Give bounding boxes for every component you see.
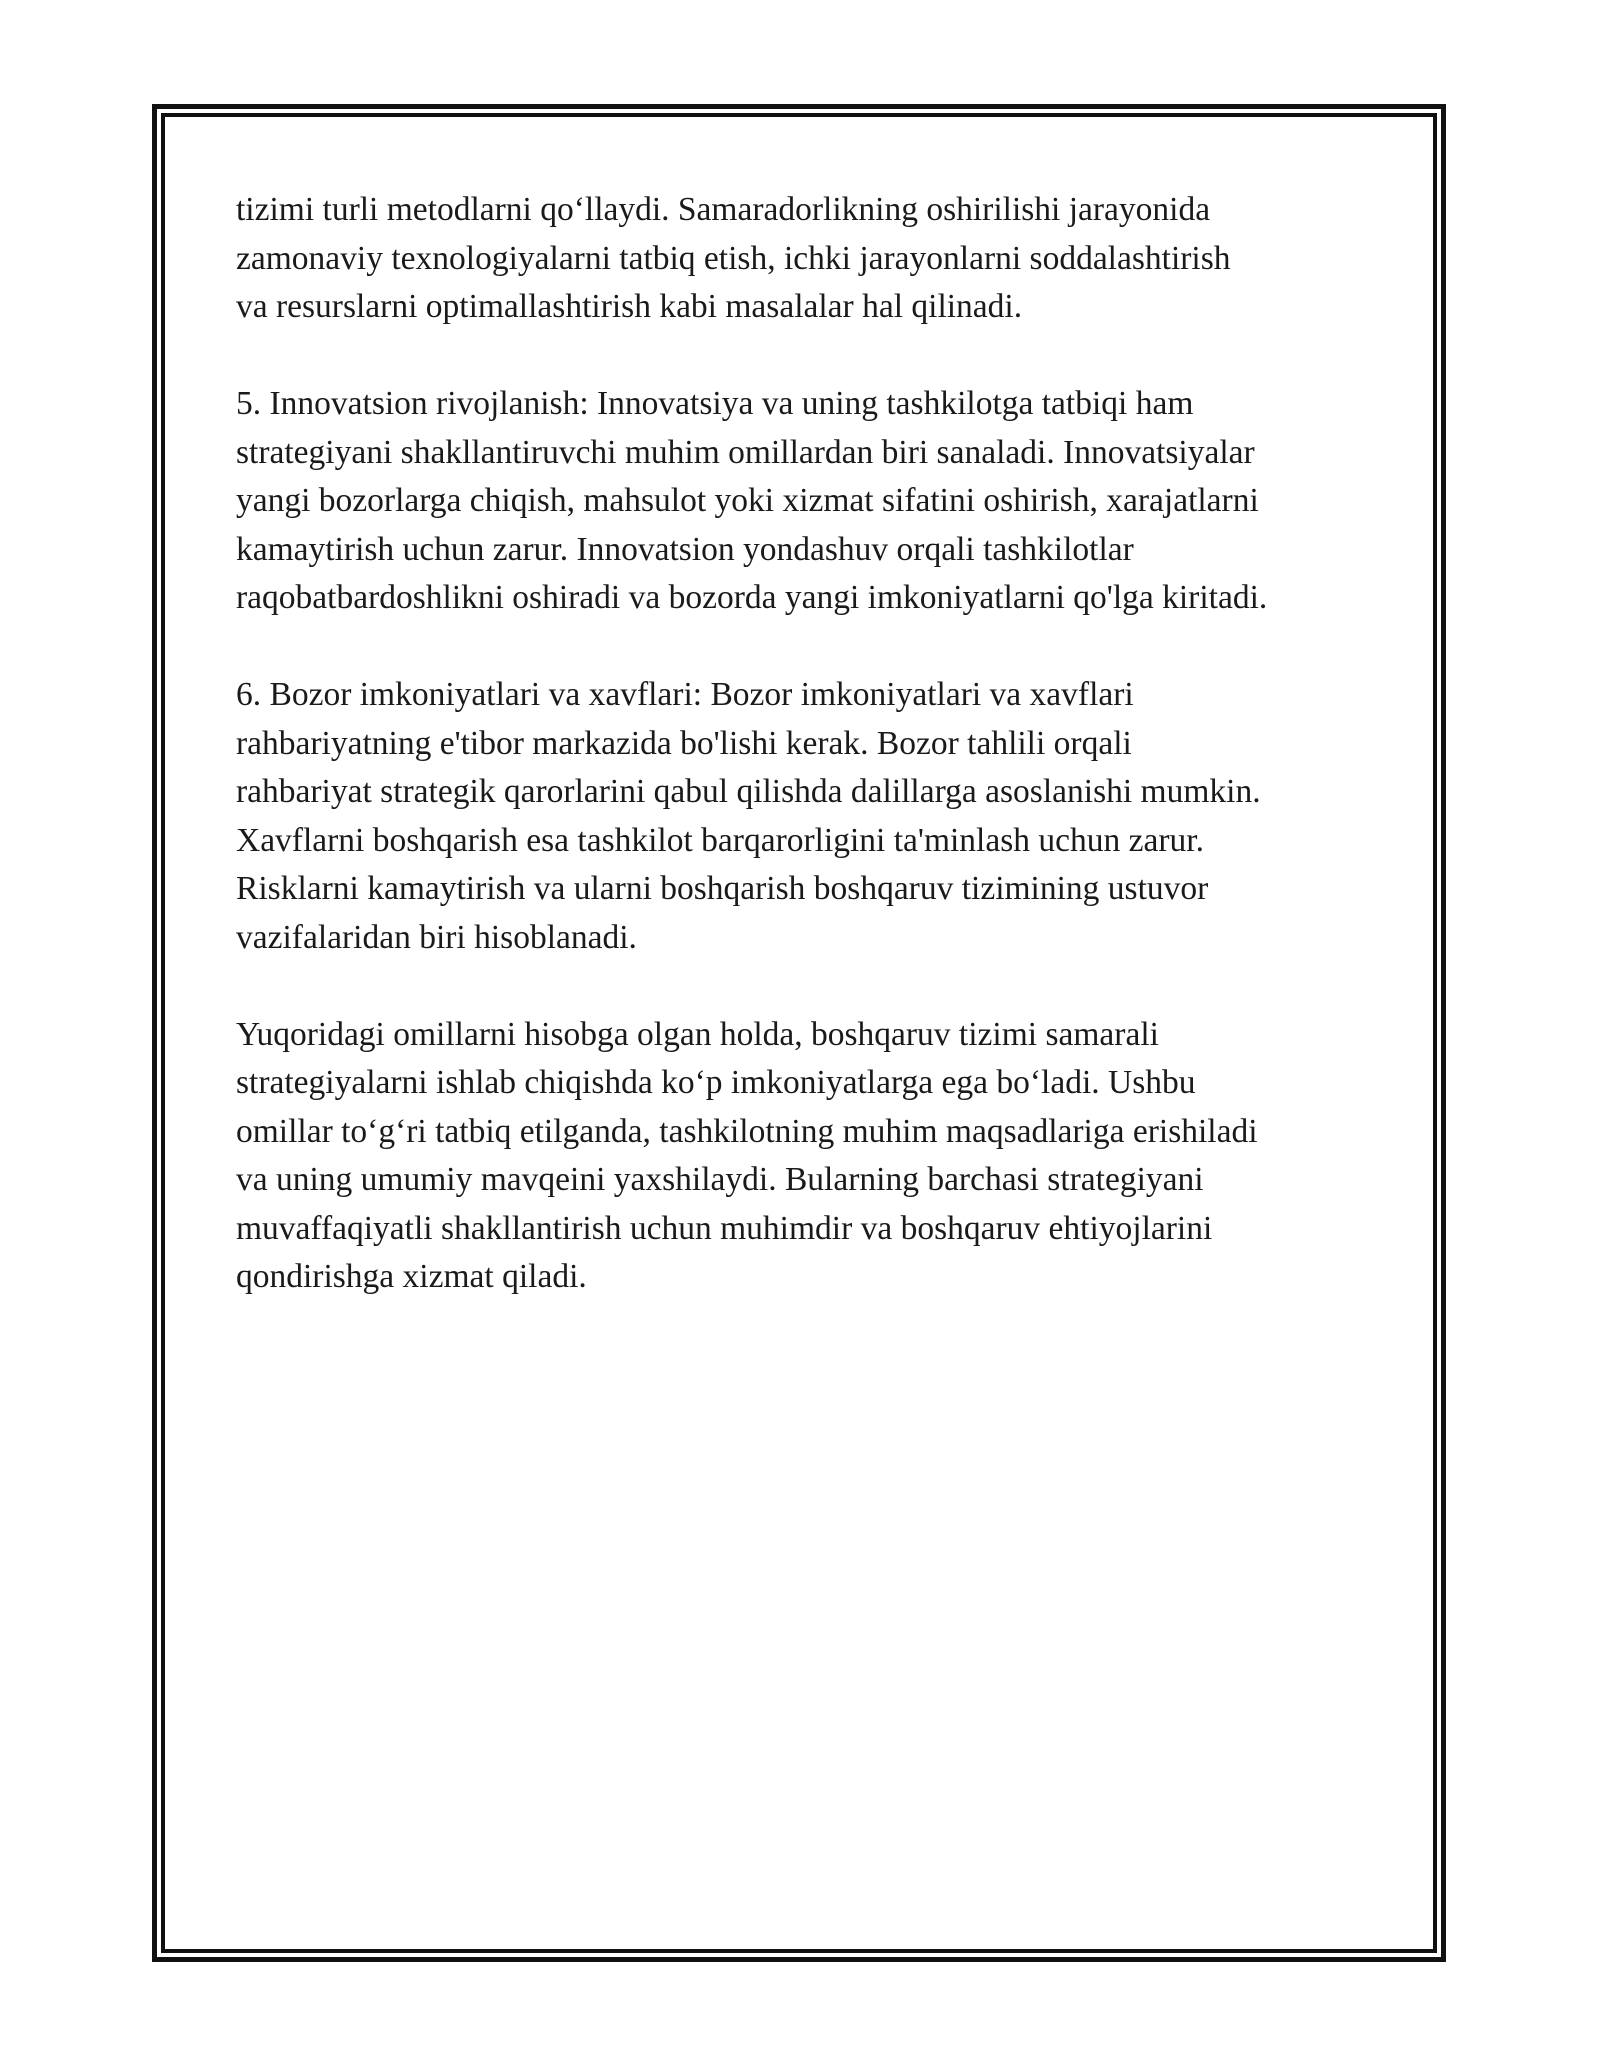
text-line: qondirishga xizmat qiladi. [236, 1258, 587, 1295]
text-line: 6. Bozor imkoniyatlari va xavflari: Bozor imkoniyatlari va xavflari [236, 676, 1134, 713]
text-line: Xavflarni boshqarish esa tashkilot barqarorligini ta'minlash uchun zarur. [236, 821, 1204, 859]
text-line: va resurslarni optimallashtirish kabi masalalar hal qilinadi. [236, 288, 1023, 325]
paragraph-market-risks [236, 671, 1386, 962]
text-line: kamaytirish uchun zarur. Innovatsion yondashuv orqali tashkilotlar [236, 530, 1134, 568]
paragraph-efficiency [236, 186, 1386, 332]
text-line: 5. Innovatsion rivojlanish: Innovatsiya va uning tashkilotga tatbiqi ham [236, 385, 1194, 422]
text-line: tizimi turli metodlarni qo‘llaydi. Samaradorlikning oshirilishi jarayonida [236, 191, 1211, 228]
text-line: omillar to‘g‘ri tatbiq etilganda, tashkilotning muhim maqsadlariga erishiladi [236, 1112, 1258, 1150]
text-line: Risklarni kamaytirish va ularni boshqarish boshqaruv tizimining ustuvor [236, 870, 1209, 907]
text-line: vazifalaridan biri hisoblanadi. [236, 918, 637, 956]
text-line: rahbariyat strategik qarorlarini qabul qilishda dalillarga asoslanishi mumkin. [236, 773, 1261, 810]
text-line: strategiyalarni ishlab chiqishda ko‘p imkoniyatlarga ega bo‘ladi. Ushbu [236, 1064, 1196, 1101]
paragraph-innovation [236, 380, 1386, 623]
text-line: rahbariyatning e'tibor markazida bo'lishi kerak. Bozor tahlili orqali [236, 724, 1132, 762]
paragraph-conclusion [236, 1011, 1386, 1302]
text-line: yangi bozorlarga chiqish, mahsulot yoki xizmat sifatini oshirish, xarajatlarni [236, 482, 1259, 519]
text-line: muvaffaqiyatli shakllantirish uchun muhimdir va boshqaruv ehtiyojlarini [236, 1209, 1213, 1247]
text-line: zamonaviy texnologiyalarni tatbiq etish, ichki jarayonlarni soddalashtirish [236, 239, 1231, 277]
text-line: strategiyani shakllantiruvchi muhim omillardan biri sanaladi. Innovatsiyalar [236, 433, 1255, 471]
text-line: va uning umumiy mavqeini yaxshilaydi. Bularning barchasi strategiyani [236, 1161, 1204, 1198]
text-line: Yuqoridagi omillarni hisobga olgan holda, boshqaruv tizimi samarali [236, 1015, 1159, 1053]
text-line: raqobatbardoshlikni oshiradi va bozorda yangi imkoniyatlarni qo'lga kiritadi. [236, 579, 1268, 616]
document-body [236, 186, 1386, 1350]
